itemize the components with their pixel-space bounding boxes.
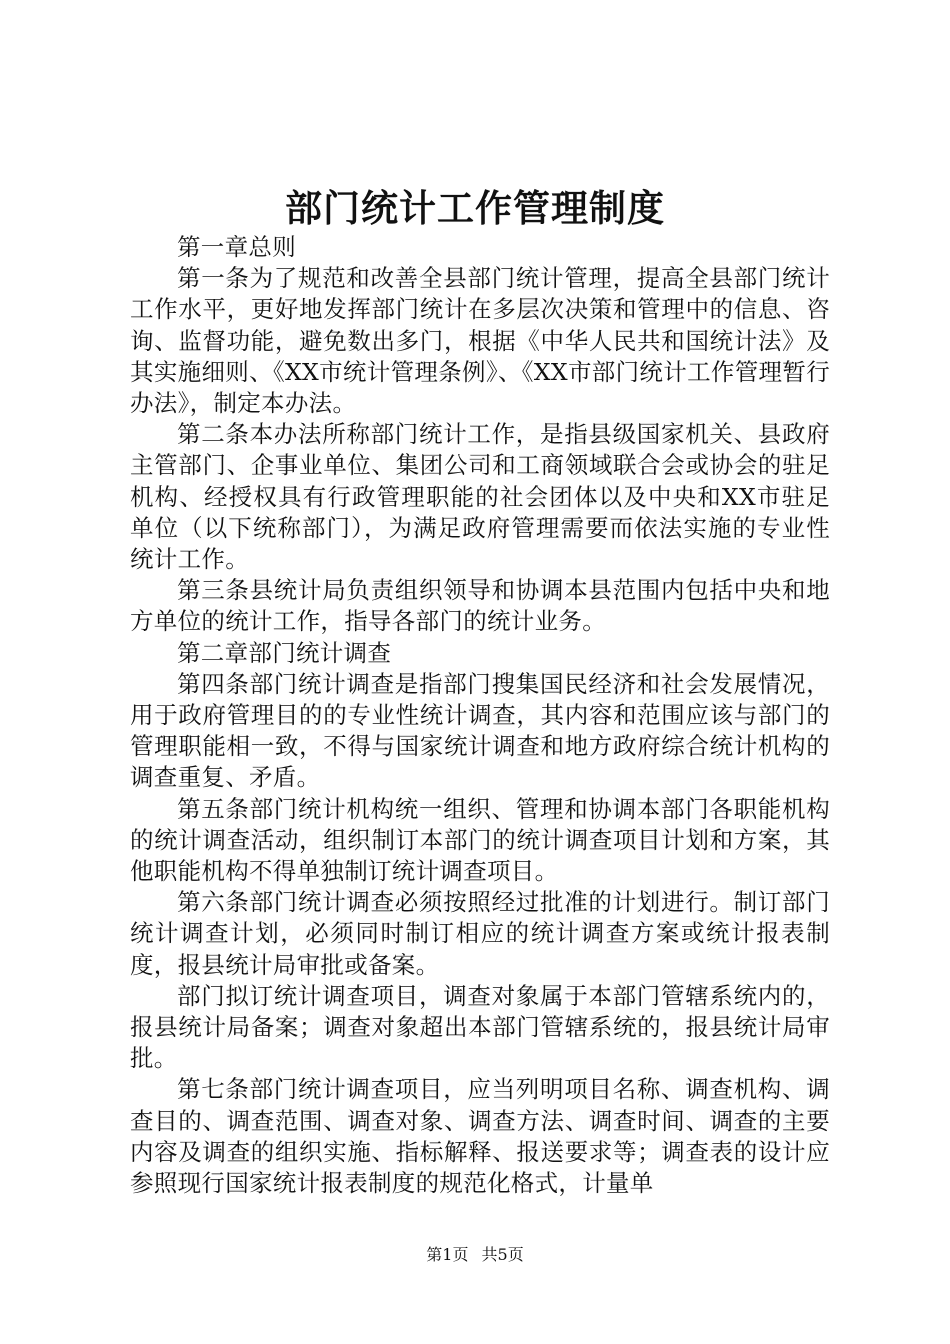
page-footer: [0, 1244, 950, 1266]
document-body: [130, 232, 830, 1199]
chapter-heading: 第二章部门统计调查: [177, 638, 392, 667]
article-paragraph: 第三条县统计局负责组织领导和协调本县范围内包括中央和地方单位的统计工作，指导各部门的统计业务。: [130, 576, 830, 636]
article-paragraph: 第七条部门统计调查项目，应当列明项目名称、调查机构、调查目的、调查范围、调查对象、调查方法、调查时间、调查的主要内容及调查的组织实施、指标解释、报送要求等；调查表的设计应参照现行国家统计报表制度的规范化格式，计量单: [130, 1075, 830, 1198]
article-paragraph: 第二条本办法所称部门统计工作，是指县级国家机关、县政府主管部门、企事业单位、集团公司和工商领域联合会或协会的驻足机构、经授权具有行政管理职能的社会团体以及中央和XX市驻足单位（以下统称部门），为满足政府管理需要而依法实施的专业性统计工作。: [130, 420, 830, 574]
article-paragraph: 第五条部门统计机构统一组织、管理和协调本部门各职能机构的统计调查活动，组织制订本部门的统计调查项目计划和方案，其他职能机构不得单独制订统计调查项目。: [130, 794, 830, 886]
document-title: 部门统计工作管理制度: [285, 186, 665, 230]
article-paragraph: 第一条为了规范和改善全县部门统计管理，提高全县部门统计工作水平，更好地发挥部门统计在多层次决策和管理中的信息、咨询、监督功能，避免数出多门，根据《中华人民共和国统计法》及其实施细则、《XX市统计管理条例》、《XX市部门统计工作管理暂行办法》，制定本办法。: [130, 264, 830, 418]
article-paragraph: 第六条部门统计调查必须按照经过批准的计划进行。制订部门统计调查计划，必须同时制订相应的统计调查方案或统计报表制度，报县统计局审批或备案。: [130, 888, 830, 979]
page-total: 共5页: [481, 1245, 524, 1264]
chapter-heading: 第一章总则: [177, 233, 296, 261]
article-paragraph: 部门拟订统计调查项目，调查对象属于本部门管辖系统内的，报县统计局备案；调查对象超出本部门管辖系统的，报县统计局审批。: [130, 981, 830, 1073]
article-paragraph: 第四条部门统计调查是指部门搜集国民经济和社会发展情况，用于政府管理目的的专业性统计调查，其内容和范围应该与部门的管理职能相一致，不得与国家统计调查和地方政府综合统计机构的调查重复、矛盾。: [130, 669, 830, 792]
page-number: 第1页: [426, 1245, 469, 1264]
